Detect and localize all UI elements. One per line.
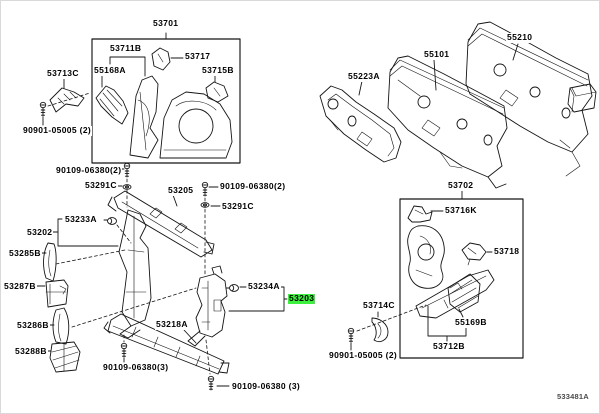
sketch-53288b	[46, 342, 80, 372]
sketch-53205-radiator-support-upper	[108, 191, 214, 257]
part-label-53286b[interactable]: 53286B	[17, 320, 49, 330]
part-label-53205[interactable]: 53205	[168, 185, 194, 195]
sketch-53717	[152, 48, 183, 70]
sketch-55169b-insulator	[448, 274, 480, 317]
sketch-53286b	[48, 308, 69, 344]
part-label-53716k[interactable]: 53716K	[445, 205, 477, 215]
sketch-front-apron-panel	[130, 76, 158, 158]
part-label-53702[interactable]: 53702	[448, 180, 474, 190]
part-label-90901-05005-right[interactable]: 90901-05005 (2)	[329, 350, 398, 360]
part-label-90109-06380-left[interactable]: 90109-06380(2)	[56, 165, 122, 175]
diagram-code: 533481A	[557, 392, 589, 401]
sketch-55168a	[96, 86, 128, 124]
part-label-53203-highlight[interactable]: 53203	[289, 293, 315, 303]
sketch-55101-dash-panel	[388, 56, 507, 188]
part-label-53233a[interactable]: 53233A	[65, 214, 97, 224]
part-label-90109-06380-bottom-left[interactable]: 90109-06380(3)	[103, 362, 169, 372]
sketch-55210-dash-panel	[466, 22, 596, 176]
part-label-53713c[interactable]: 53713C	[47, 68, 79, 78]
part-label-53202[interactable]: 53202	[27, 227, 53, 237]
bolt-icon	[40, 102, 45, 125]
dashed-assembly-lines	[48, 93, 426, 374]
sketch-53287b	[35, 280, 68, 307]
part-label-53715b[interactable]: 53715B	[202, 65, 234, 75]
part-label-53717[interactable]: 53717	[185, 51, 211, 61]
part-label-53287b[interactable]: 53287B	[4, 281, 36, 291]
part-label-53712b[interactable]: 53712B	[433, 341, 465, 351]
clip-icon	[226, 285, 246, 292]
sketch-53718	[462, 243, 492, 265]
sketch-front-wheelhouse	[160, 92, 232, 158]
part-label-90109-06380-right[interactable]: 90109-06380(2)	[220, 181, 286, 191]
part-label-53218a[interactable]: 53218A	[156, 319, 188, 329]
part-label-53711b[interactable]: 53711B	[110, 43, 142, 53]
washer-icon	[116, 185, 131, 190]
part-label-53714c[interactable]: 53714C	[363, 300, 395, 310]
part-label-53288b[interactable]: 53288B	[15, 346, 47, 356]
part-label-53285b[interactable]: 53285B	[9, 248, 41, 258]
bolt-icon	[208, 376, 229, 390]
bolt-icon	[348, 328, 353, 350]
part-label-90901-05005-left[interactable]: 90901-05005 (2)	[23, 125, 92, 135]
part-label-53234a[interactable]: 53234A	[248, 281, 280, 291]
sketch-53285b	[40, 243, 56, 281]
part-label-53718[interactable]: 53718	[494, 246, 520, 256]
sketch-53714c	[372, 312, 388, 342]
bolt-icon	[202, 182, 218, 196]
part-label-55223a[interactable]: 55223A	[348, 71, 380, 81]
assembly-box-53702	[400, 191, 523, 358]
part-label-90109-06380-bottom-right[interactable]: 90109-06380 (3)	[232, 381, 301, 391]
sketch-53203-support-side	[188, 266, 227, 346]
part-label-55168a[interactable]: 55168A	[94, 65, 126, 75]
part-label-55101[interactable]: 55101	[424, 49, 450, 59]
part-label-53701[interactable]: 53701	[153, 18, 179, 28]
sketch-53715b	[206, 75, 228, 102]
part-label-53291c-right[interactable]: 53291C	[222, 201, 254, 211]
clip-icon	[104, 218, 117, 225]
sketch-apron-rear-panel	[408, 226, 445, 289]
washer-icon	[201, 203, 220, 208]
part-label-53291c-left[interactable]: 53291C	[85, 180, 117, 190]
bolt-icon	[121, 343, 126, 362]
sketch-front-side-member-pillar	[119, 210, 151, 338]
sketch-53716k	[408, 206, 443, 222]
part-label-55169b[interactable]: 55169B	[455, 317, 487, 327]
part-label-55210[interactable]: 55210	[507, 32, 533, 42]
sketch-53713c	[50, 78, 84, 112]
